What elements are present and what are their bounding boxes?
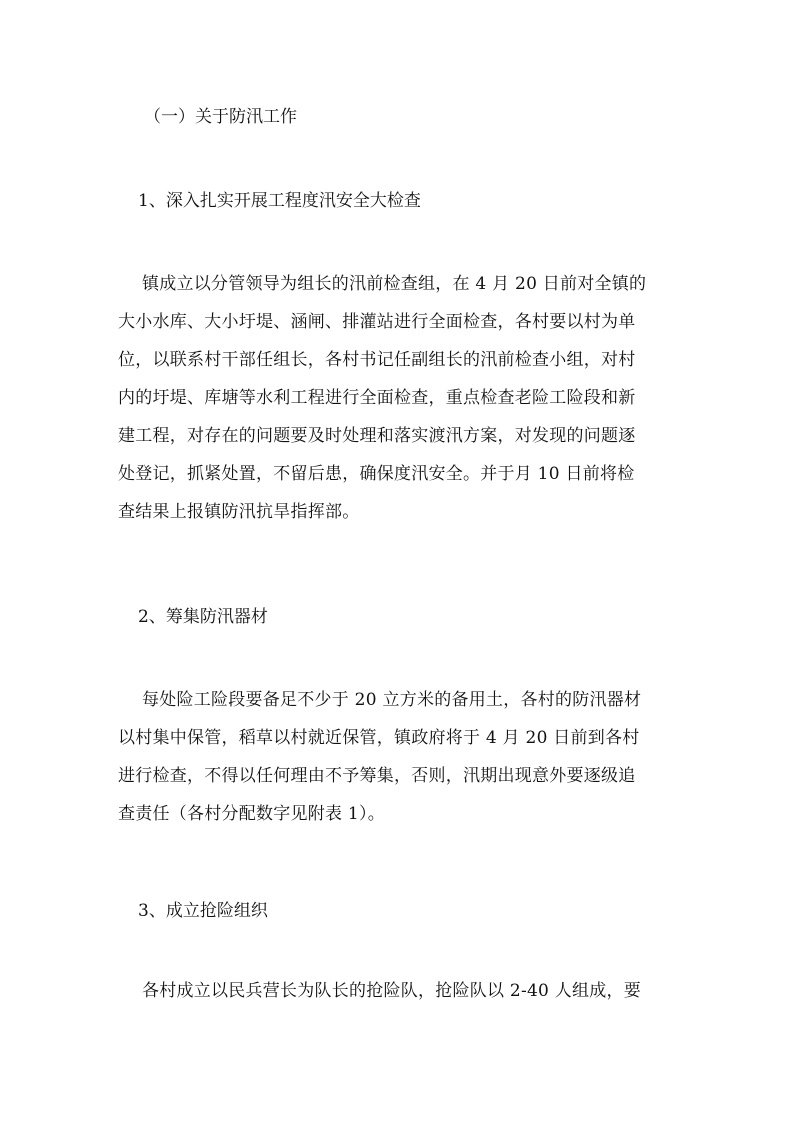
paragraph-line: 大小水库、大小圩堤、涵闸、排灌站进行全面检查，各村要以村为单 <box>118 312 636 332</box>
item1-heading: 1、深入扎实开展工程度汛安全大检查 <box>138 191 421 211</box>
paragraph-line: 每处险工险段要备足不少于 20 立方米的备用土，各村的防汛器材 <box>142 690 642 710</box>
paragraph-line: 以村集中保管，稻草以村就近保管，镇政府将于 4 月 20 日前到各村 <box>118 728 640 748</box>
paragraph-line: 查责任（各村分配数字见附表 1）。 <box>118 804 385 824</box>
item3-heading: 3、成立抢险组织 <box>138 901 268 921</box>
item2-heading: 2、筹集防汛器材 <box>138 607 268 627</box>
paragraph-line: 查结果上报镇防汛抗旱指挥部。 <box>118 502 360 522</box>
paragraph-line: 镇成立以分管领导为组长的汛前检查组，在 4 月 20 日前对全镇的 <box>142 274 647 294</box>
paragraph-line: 内的圩堤、库塘等水利工程进行全面检查，重点检查老险工险段和新 <box>118 388 636 408</box>
paragraph-line: 建工程，对存在的问题要及时处理和落实渡汛方案，对发现的问题逐 <box>118 426 636 446</box>
paragraph-line: 各村成立以民兵营长为队长的抢险队，抢险队以 2-40 人组成，要 <box>142 981 641 1001</box>
paragraph-line: 位，以联系村干部任组长，各村书记任副组长的汛前检查小组，对村 <box>118 350 636 370</box>
paragraph-line: 处登记，抓紧处置，不留后患，确保度汛安全。并于月 10 日前将检 <box>118 464 635 484</box>
section-heading: （一）关于防汛工作 <box>144 107 297 127</box>
paragraph-line: 进行检查，不得以任何理由不予筹集，否则，汛期出现意外要逐级追 <box>118 766 636 786</box>
